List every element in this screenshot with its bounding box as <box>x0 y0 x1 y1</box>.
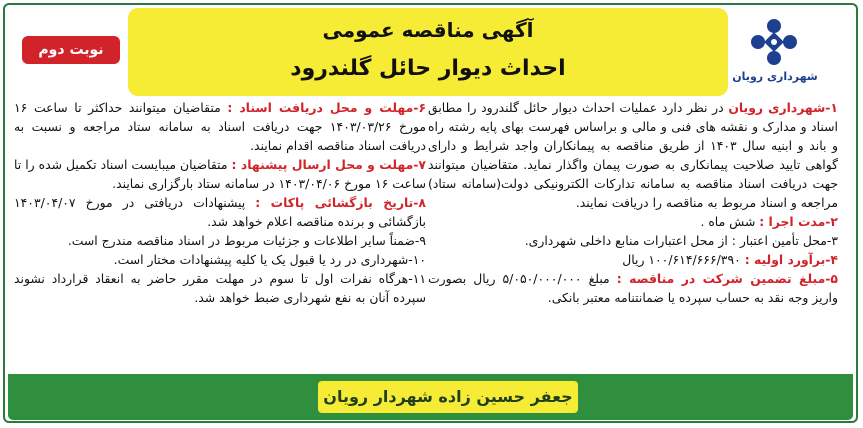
item-1 <box>428 98 838 212</box>
left-column <box>14 98 426 307</box>
item-6 <box>14 98 426 155</box>
municipality-logo-icon <box>748 16 800 68</box>
item-6-heading: ۶-مهلت و محل دریافت اسناد : <box>227 100 427 115</box>
item-11: ۱۱-هرگاه نفرات اول تا سوم در مهلت مقرر حاضر به انعقاد قرارداد نشوند سپرده آنان به نفع شهرداری ضبط خواهد شد. <box>14 271 426 305</box>
right-column <box>428 98 838 307</box>
notice-title: آگهی مناقصه عمومی <box>322 18 534 42</box>
item-7-heading: ۷-مهلت و محل ارسال پیشنهاد : <box>231 157 426 172</box>
item-8-text: پیشنهادات دریافتی در مورخ ۱۴۰۳/۰۴/۰۷ بازگشائی و برنده مناقصه اعلام خواهد شد. <box>14 195 426 229</box>
item-5-heading: ۵-مبلغ تضمین شرکت در مناقصه : <box>616 271 838 286</box>
item-9: ۹-ضمناً سایر اطلاعات و جزئیات مربوط در اسناد مناقصه مندرج است. <box>67 233 426 248</box>
item-3: ۳-محل تأمین اعتبار : از محل اعتبارات منابع داخلی شهرداری. <box>524 233 838 248</box>
item-6-text: متقاضیان میتوانند حداکثر تا ساعت ۱۶ مورخ ۱۴۰۳/۰۳/۲۶ جهت دریافت اسناد به سامانه ستاد مراجعه و نسبت به دریافت اسناد مناقصه اقدام نمایند. <box>14 100 426 153</box>
item-5 <box>428 269 838 307</box>
item-4 <box>428 250 838 269</box>
item-8 <box>14 193 426 231</box>
mayor-signature: جعفر حسین زاده شهردار رویان <box>318 381 578 413</box>
title-box <box>128 8 728 96</box>
item-8-heading: ۸-تاریخ بازگشائی پاکات : <box>255 195 426 210</box>
item-7 <box>14 155 426 193</box>
item-7-text: متقاضیان میبایست اسناد تکمیل شده را تا ساعت ۱۶ مورخ ۱۴۰۳/۰۴/۰۶ در سامانه ستاد بارگزاری نمایند. <box>14 157 426 191</box>
item-1-heading: ۱-شهرداری رویان <box>728 100 838 115</box>
round-badge: نوبت دوم <box>22 36 120 64</box>
project-title: احداث دیوار حائل گلندرود <box>290 56 566 81</box>
item-2 <box>428 212 838 231</box>
item-10: ۱۰-شهرداری در رد یا قبول یک یا کلیه پیشنهادات مختار است. <box>113 252 426 267</box>
item-2-text: شش ماه . <box>700 214 760 229</box>
footer-bar <box>8 374 853 420</box>
logo-caption: شهرداری رویان <box>732 70 818 83</box>
item-1-text: در نظر دارد عملیات احداث دیوار حائل گلندرود را مطابق اسناد و مدارک و نقشه های فنی و مالی و براساس فهرست بهای پایه رشته راه و باند و ابنیه سال ۱۴۰۳ از طریق مناقصه به پیمانکاران واجد شرایط و دارای گواهی تایید صلاحیت پیمانکاری به صورت پیمان واگذار نماید. متقاضیان میتوانند جهت دریافت اسناد مناقصه به سامانه تدارکات الکترونیکی دولت(سامانه ستاد) مراجعه و اسناد مربوط به مناقصه را دریافت نمایند. <box>428 100 838 210</box>
item-4-text: ۱۰۰/۶۱۴/۶۶۶/۳۹۰ ریال <box>622 252 745 267</box>
item-5-text: مبلغ ۵/۰۵۰/۰۰۰/۰۰۰ ریال بصورت واریز وجه نقد به حساب سپرده یا ضمانتنامه معتبر بانکی. <box>428 271 838 305</box>
item-2-heading: ۲-مدت اجرا : <box>759 214 838 229</box>
item-4-heading: ۴-برآورد اولیه : <box>744 252 838 267</box>
